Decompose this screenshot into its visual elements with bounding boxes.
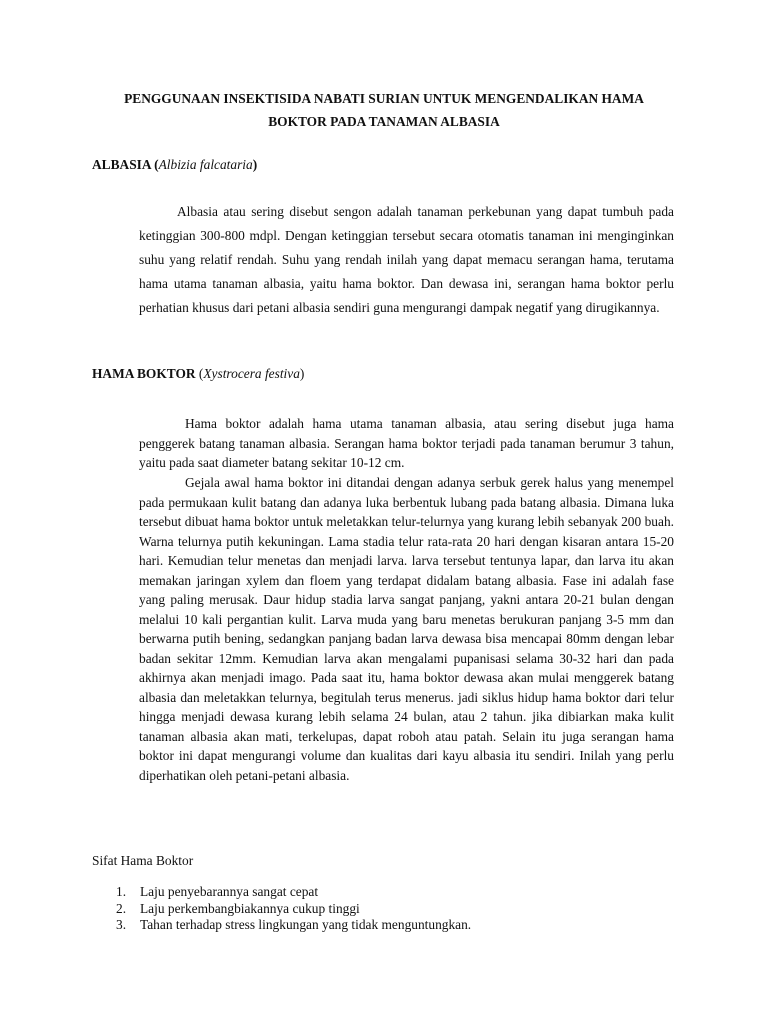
list-item [116,901,471,918]
list-number: 1. [116,884,127,899]
list-text: Tahan terhadap stress lingkungan yang tidak menguntungkan. [140,917,472,932]
albasia-paragraph [139,200,674,320]
list-text: Laju perkembangbiakannya cukup tinggi [140,900,360,916]
list-number: 3. [116,917,127,932]
sifat-hama-boktor-heading: Sifat Hama Boktor [92,853,194,868]
heading-text: HAMA BOKTOR [92,366,196,381]
heading-open-paren: ( [195,366,204,381]
paragraph-text: Albasia atau sering disebut sengon adalah tanaman perkebunan yang dapat tumbuh pada ketinggian 300-800 mdpl. Dengan ketinggian tersebut secara otomatis tanaman ini menginginkan suhu yang relatif rendah. Suhu yang rendah inilah yang dapat memacu serangan hama, terutama hama utama tanaman albasia, yaitu hama boktor. Dan dewasa ini, serangan hama boktor perlu perhatian khusus dari petani albasia sendiri guna mengurangi dampak negatif yang dirugikannya. [139,204,674,315]
heading-close-paren: ) [252,157,258,172]
scientific-name: Albizia falcataria [158,157,253,172]
paragraph-text: Hama boktor adalah hama utama tanaman albasia, atau sering disebut juga hama penggerek batang tanaman albasia. Serangan hama boktor terjadi pada tanaman berumur 3 tahun, yaitu pada saat diameter batang sekitar 10-12 cm. [139,416,674,470]
heading-text: ALBASIA [92,157,151,172]
title-line-2: BOKTOR PADA TANAMAN ALBASIA [268,113,500,129]
list-text: Laju penyebarannya sangat cepat [140,884,319,899]
list-item [116,917,471,934]
list-item [116,884,471,901]
list-number: 2. [116,900,127,916]
paragraph-text: Gejala awal hama boktor ini ditandai dengan adanya serbuk gerek halus yang menempel pada permukaan kulit batang dan adanya luka berbentuk lubang pada batang albasia. Dimana luka tersebut dibuat hama boktor untuk meletakkan telur-telurnya yang kurang lebih sebanyak 200 buah. Warna telurnya putih kekuningan. Lama stadia telur rata-rata 20 hari dengan kisaran antara 15-20 hari. Kemudian telur menetas dan menjadi larva. larva tersebut tentunya lapar, dan larva itu akan memakan jaringan xylem dan floem yang terdapat didalam batang albasia. Fase ini adalah fase yang paling merusak. Daur hidup stadia larva sangat panjang, yakni antara 20-21 bulan dengan melalui 10 kali pergantian kulit. Larva muda yang baru menetas berukuran panjang 3-5 mm dan berwarna putih bening, sedangkan panjang badan larva dewasa bisa mencapai 80mm dengan lebar badan sekitar 12mm. Kemudian larva akan mengalami pupanisasi selama 30-32 hari dan pada akhirnya akan menjadi imago. Pada saat itu, hama boktor dewasa akan mulai menggerek batang albasia dan meletakkan telurnya, begitulah terus menerus. jadi siklus hidup hama boktor dari telur hingga menjadi dewasa kurang lebih selama 24 bulan, atau 2 tahun. jika dibiarkan maka kulit tanaman albasia akan mati, terkelupas, dapat roboh atau patah. Selain itu juga serangan hama boktor ini dapat mengurangi volume dan kualitas dari kayu albasia itu sendiri. Inilah yang perlu diperhatikan oleh petani-petani albasia. [139,475,674,783]
hama-boktor-paragraph-2 [139,473,674,785]
sifat-hama-boktor-list [116,884,471,934]
section-heading-hama-boktor [92,365,304,383]
section-heading-albasia [92,156,257,174]
scientific-name: Xystrocera festiva [203,366,300,381]
hama-boktor-paragraph-1 [139,414,674,473]
document-title [92,88,676,133]
heading-close-paren: ) [299,366,305,381]
title-line-1: PENGGUNAAN INSEKTISIDA NABATI SURIAN UNTUK MENGENDALIKAN HAMA [124,91,644,106]
heading-open-paren: ( [150,157,159,172]
